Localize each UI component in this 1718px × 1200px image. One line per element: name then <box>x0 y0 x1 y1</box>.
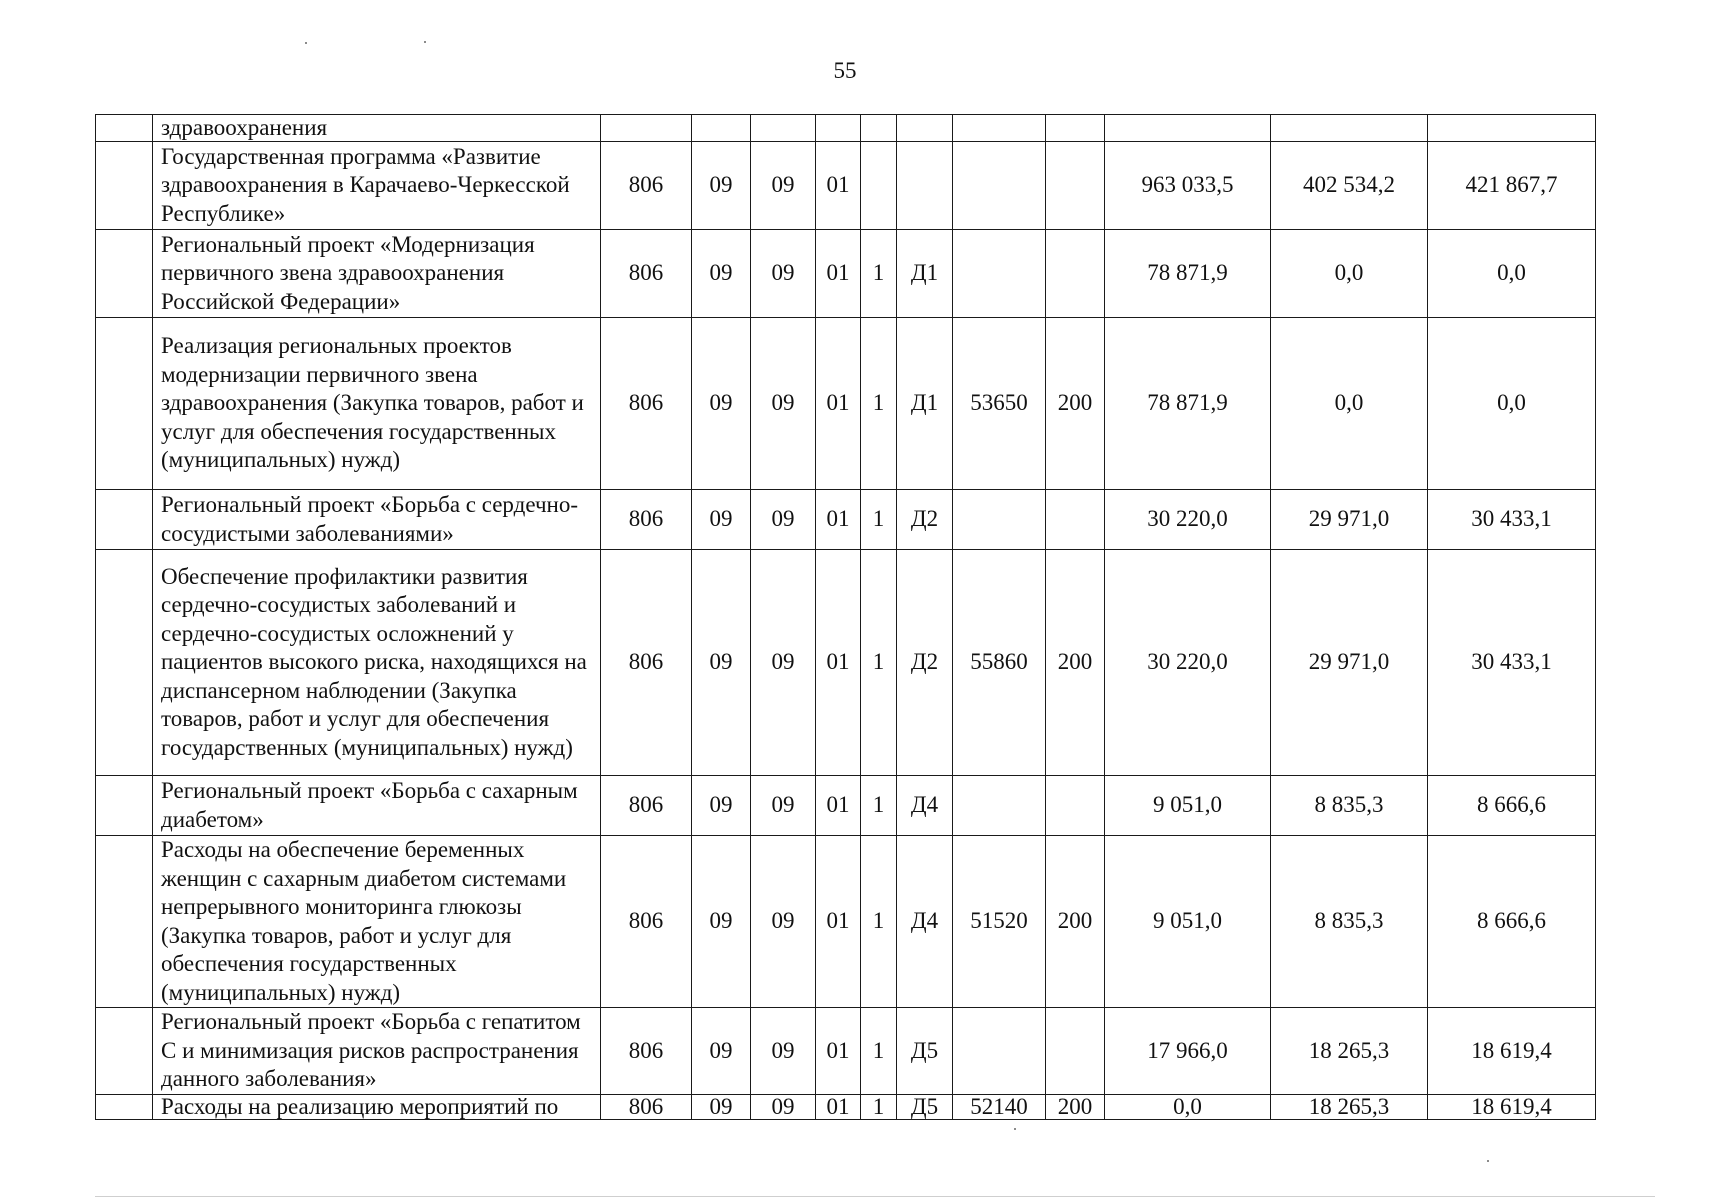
project-code-cell: Д4 <box>897 836 953 1008</box>
amount-year1-cell <box>1105 115 1271 142</box>
project-code-cell: Д1 <box>897 318 953 490</box>
amount-year1-cell: 963 033,5 <box>1105 142 1271 230</box>
program-type-cell <box>861 142 897 230</box>
table-row <box>96 490 1596 550</box>
amount-year3-cell: 30 433,1 <box>1428 490 1596 550</box>
project-code-cell: Д1 <box>897 230 953 318</box>
program-code-cell: 01 <box>816 318 861 490</box>
grbs-cell: 806 <box>601 1008 692 1095</box>
row-number-cell <box>96 490 153 550</box>
grbs-cell: 806 <box>601 776 692 836</box>
table-row <box>96 836 1596 1008</box>
subsection-cell: 09 <box>751 490 816 550</box>
scan-speck <box>1487 1160 1489 1162</box>
item-name-cell: здравоохранения <box>153 115 601 142</box>
amount-year1-cell: 30 220,0 <box>1105 550 1271 776</box>
direction-code-cell <box>953 1008 1046 1095</box>
amount-year2-cell: 18 265,3 <box>1271 1094 1428 1119</box>
amount-year3-cell: 30 433,1 <box>1428 550 1596 776</box>
section-cell: 09 <box>692 490 751 550</box>
grbs-cell: 806 <box>601 142 692 230</box>
table-row <box>96 550 1596 776</box>
budget-table <box>95 114 1596 1120</box>
program-type-cell: 1 <box>861 1008 897 1095</box>
program-code-cell: 01 <box>816 490 861 550</box>
program-type-cell: 1 <box>861 1094 897 1119</box>
row-number-cell <box>96 1008 153 1095</box>
section-cell: 09 <box>692 550 751 776</box>
table-row <box>96 776 1596 836</box>
item-name-cell: Региональный проект «Борьба с сердечно-сосудистыми заболеваниями» <box>153 490 601 550</box>
item-name-cell: Региональный проект «Борьба с сахарным диабетом» <box>153 776 601 836</box>
item-name-cell: Расходы на обеспечение беременных женщин с сахарным диабетом системами непрерывного мониторинга глюкозы (Закупка товаров, работ и услуг для обеспечения государственных (муниципальных) нужд) <box>153 836 601 1008</box>
direction-code-cell <box>953 115 1046 142</box>
amount-year3-cell: 18 619,4 <box>1428 1094 1596 1119</box>
item-name-cell: Расходы на реализацию мероприятий по <box>153 1094 601 1119</box>
section-cell: 09 <box>692 836 751 1008</box>
item-name-cell: Региональный проект «Борьба с гепатитом С и минимизация рисков распространения данного заболевания» <box>153 1008 601 1095</box>
scan-speck <box>1014 1128 1016 1130</box>
subsection-cell: 09 <box>751 550 816 776</box>
item-name-cell: Обеспечение профилактики развития сердечно-сосудистых заболеваний и сердечно-сосудистых осложнений у пациентов высокого риска, находящихся на диспансерном наблюдении (Закупка товаров, работ и услуг для обеспечения государственных (муниципальных) нужд) <box>153 550 601 776</box>
row-number-cell <box>96 836 153 1008</box>
amount-year1-cell: 0,0 <box>1105 1094 1271 1119</box>
program-code-cell: 01 <box>816 1008 861 1095</box>
grbs-cell: 806 <box>601 230 692 318</box>
row-number-cell <box>96 776 153 836</box>
table-row <box>96 1094 1596 1119</box>
row-number-cell <box>96 1094 153 1119</box>
program-type-cell: 1 <box>861 490 897 550</box>
program-code-cell: 01 <box>816 1094 861 1119</box>
amount-year2-cell: 0,0 <box>1271 318 1428 490</box>
amount-year2-cell: 8 835,3 <box>1271 836 1428 1008</box>
amount-year3-cell: 8 666,6 <box>1428 836 1596 1008</box>
program-code-cell: 01 <box>816 776 861 836</box>
page-number: 55 <box>833 58 857 83</box>
item-name-cell: Реализация региональных проектов модернизации первичного звена здравоохранения (Закупка товаров, работ и услуг для обеспечения государственных (муниципальных) нужд) <box>153 318 601 490</box>
amount-year1-cell: 78 871,9 <box>1105 318 1271 490</box>
program-code-cell: 01 <box>816 550 861 776</box>
amount-year2-cell: 29 971,0 <box>1271 550 1428 776</box>
project-code-cell: Д5 <box>897 1008 953 1095</box>
amount-year2-cell: 402 534,2 <box>1271 142 1428 230</box>
item-name-cell: Региональный проект «Модернизация первичного звена здравоохранения Российской Федерации» <box>153 230 601 318</box>
expense-type-cell <box>1046 115 1105 142</box>
subsection-cell: 09 <box>751 836 816 1008</box>
project-code-cell <box>897 142 953 230</box>
direction-code-cell <box>953 230 1046 318</box>
program-type-cell <box>861 115 897 142</box>
expense-type-cell: 200 <box>1046 1094 1105 1119</box>
scan-speck <box>305 42 307 44</box>
row-number-cell <box>96 550 153 776</box>
program-type-cell: 1 <box>861 230 897 318</box>
project-code-cell: Д2 <box>897 550 953 776</box>
scan-edge-line <box>95 1196 1655 1197</box>
amount-year2-cell: 29 971,0 <box>1271 490 1428 550</box>
project-code-cell: Д4 <box>897 776 953 836</box>
direction-code-cell: 52140 <box>953 1094 1046 1119</box>
direction-code-cell <box>953 142 1046 230</box>
program-type-cell: 1 <box>861 776 897 836</box>
amount-year1-cell: 17 966,0 <box>1105 1008 1271 1095</box>
row-number-cell <box>96 230 153 318</box>
subsection-cell: 09 <box>751 318 816 490</box>
subsection-cell <box>751 115 816 142</box>
table-row <box>96 115 1596 142</box>
amount-year3-cell <box>1428 115 1596 142</box>
table-row <box>96 1008 1596 1095</box>
amount-year2-cell: 0,0 <box>1271 230 1428 318</box>
grbs-cell: 806 <box>601 490 692 550</box>
amount-year1-cell: 9 051,0 <box>1105 776 1271 836</box>
amount-year2-cell: 8 835,3 <box>1271 776 1428 836</box>
table-row <box>96 318 1596 490</box>
expense-type-cell <box>1046 142 1105 230</box>
expense-type-cell: 200 <box>1046 550 1105 776</box>
direction-code-cell: 55860 <box>953 550 1046 776</box>
direction-code-cell: 53650 <box>953 318 1046 490</box>
amount-year3-cell: 0,0 <box>1428 230 1596 318</box>
amount-year3-cell: 421 867,7 <box>1428 142 1596 230</box>
section-cell: 09 <box>692 776 751 836</box>
expense-type-cell <box>1046 776 1105 836</box>
grbs-cell: 806 <box>601 836 692 1008</box>
item-name-cell: Государственная программа «Развитие здравоохранения в Карачаево-Черкесской Республике» <box>153 142 601 230</box>
section-cell: 09 <box>692 318 751 490</box>
amount-year2-cell <box>1271 115 1428 142</box>
expense-type-cell: 200 <box>1046 318 1105 490</box>
project-code-cell <box>897 115 953 142</box>
section-cell <box>692 115 751 142</box>
amount-year3-cell: 18 619,4 <box>1428 1008 1596 1095</box>
subsection-cell: 09 <box>751 142 816 230</box>
program-code-cell: 01 <box>816 836 861 1008</box>
project-code-cell: Д2 <box>897 490 953 550</box>
scan-speck <box>424 41 426 43</box>
grbs-cell: 806 <box>601 1094 692 1119</box>
section-cell: 09 <box>692 142 751 230</box>
amount-year1-cell: 78 871,9 <box>1105 230 1271 318</box>
section-cell: 09 <box>692 1094 751 1119</box>
program-code-cell: 01 <box>816 142 861 230</box>
amount-year2-cell: 18 265,3 <box>1271 1008 1428 1095</box>
subsection-cell: 09 <box>751 776 816 836</box>
section-cell: 09 <box>692 1008 751 1095</box>
grbs-cell: 806 <box>601 318 692 490</box>
row-number-cell <box>96 115 153 142</box>
amount-year3-cell: 0,0 <box>1428 318 1596 490</box>
subsection-cell: 09 <box>751 230 816 318</box>
expense-type-cell: 200 <box>1046 836 1105 1008</box>
expense-type-cell <box>1046 1008 1105 1095</box>
row-number-cell <box>96 318 153 490</box>
program-type-cell: 1 <box>861 318 897 490</box>
expense-type-cell <box>1046 230 1105 318</box>
program-code-cell <box>816 115 861 142</box>
direction-code-cell: 51520 <box>953 836 1046 1008</box>
row-number-cell <box>96 142 153 230</box>
direction-code-cell <box>953 776 1046 836</box>
amount-year1-cell: 9 051,0 <box>1105 836 1271 1008</box>
table-row <box>96 230 1596 318</box>
subsection-cell: 09 <box>751 1094 816 1119</box>
project-code-cell: Д5 <box>897 1094 953 1119</box>
grbs-cell <box>601 115 692 142</box>
section-cell: 09 <box>692 230 751 318</box>
table-row <box>96 142 1596 230</box>
grbs-cell: 806 <box>601 550 692 776</box>
subsection-cell: 09 <box>751 1008 816 1095</box>
amount-year3-cell: 8 666,6 <box>1428 776 1596 836</box>
direction-code-cell <box>953 490 1046 550</box>
program-type-cell: 1 <box>861 836 897 1008</box>
amount-year1-cell: 30 220,0 <box>1105 490 1271 550</box>
expense-type-cell <box>1046 490 1105 550</box>
program-code-cell: 01 <box>816 230 861 318</box>
program-type-cell: 1 <box>861 550 897 776</box>
